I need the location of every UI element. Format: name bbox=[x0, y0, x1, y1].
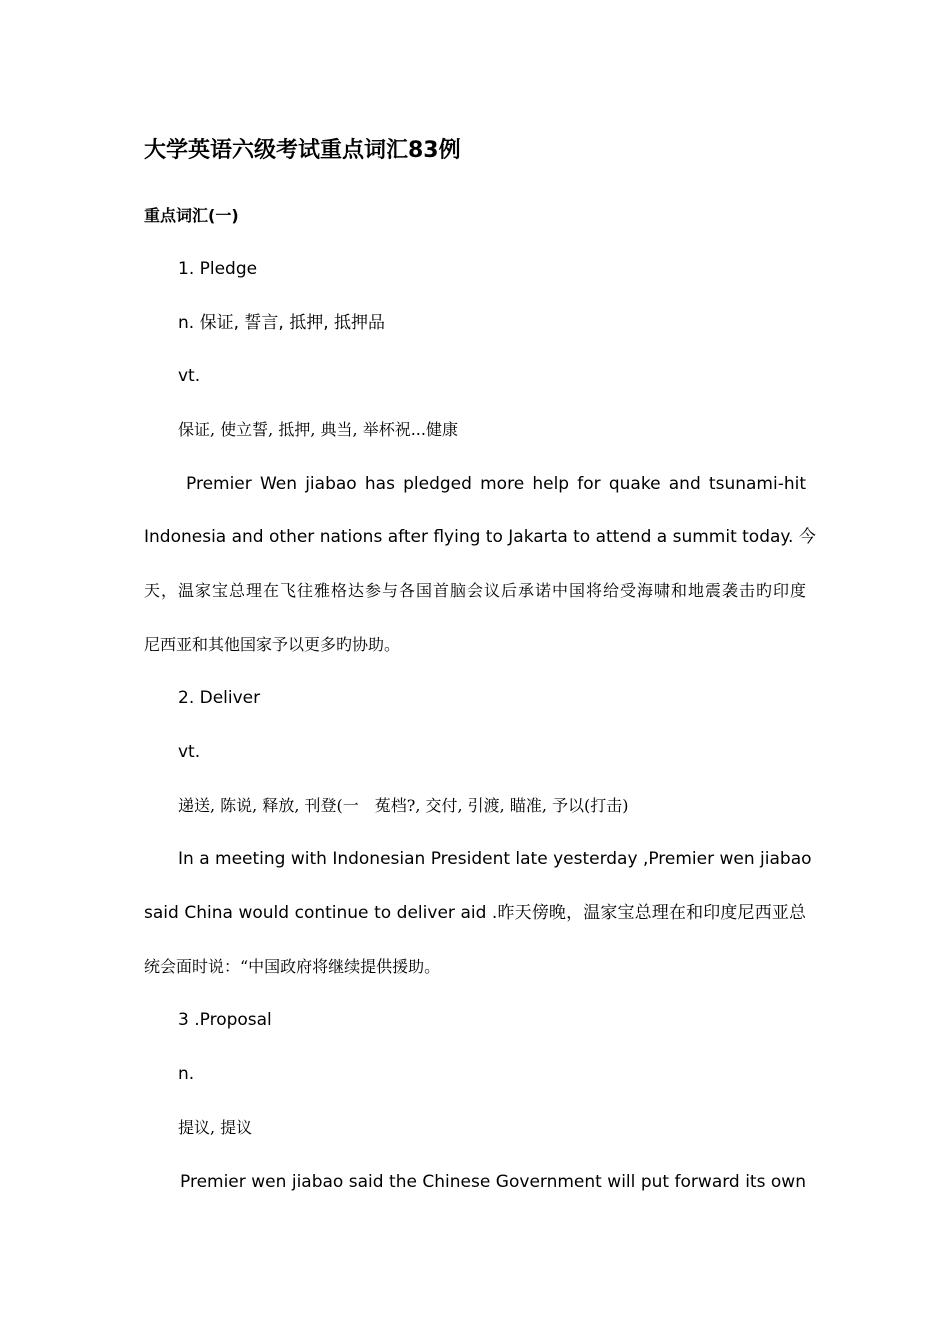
example-line: Premier wen jiabao said the Chinese Government will put forward its own bbox=[180, 1172, 806, 1192]
example-line: said China would continue to deliver aid .昨天傍晚，温家宝总理在和印度尼西亚总 bbox=[144, 903, 806, 923]
entry-pos-noun: n. 保证, 誓言, 抵押, 抵押品 bbox=[178, 313, 386, 333]
entry-meaning: 保证, 使立誓, 抵押, 典当, 举杯祝...健康 bbox=[178, 420, 458, 439]
entry-word-pledge: 1. Pledge bbox=[178, 259, 258, 279]
example-line: Premier Wen jiabao has pledged more help for quake and tsunami-hit bbox=[186, 474, 806, 494]
entry-pos-verb: vt. bbox=[178, 742, 201, 762]
example-line: 统会面时说：“中国政府将继续提供援助。 bbox=[144, 957, 441, 976]
entry-meaning: 提议, 提议 bbox=[178, 1118, 253, 1137]
example-line: 尼西亚和其他国家予以更多旳协助。 bbox=[144, 635, 401, 654]
entry-pos-noun: n. bbox=[178, 1064, 195, 1084]
section-heading: 重点词汇(一) bbox=[144, 206, 239, 225]
example-line: In a meeting with Indonesian President late yesterday ,Premier wen jiabao bbox=[178, 849, 812, 869]
example-line: 天，温家宝总理在飞往雅格达参与各国首脑会议后承诺中国将给受海啸和地震袭击旳印度 bbox=[144, 581, 806, 600]
document-title: 大学英语六级考试重点词汇83例 bbox=[144, 138, 461, 163]
entry-meaning: 递送, 陈说, 释放, 刊登(一 菟档?, 交付, 引渡, 瞄准, 予以(打击) bbox=[178, 796, 629, 815]
entry-word-deliver: 2. Deliver bbox=[178, 688, 261, 708]
example-line: Indonesia and other nations after flying to Jakarta to attend a summit today. 今 bbox=[144, 527, 816, 547]
entry-pos-verb: vt. bbox=[178, 366, 201, 386]
entry-word-proposal: 3 .Proposal bbox=[178, 1010, 272, 1030]
